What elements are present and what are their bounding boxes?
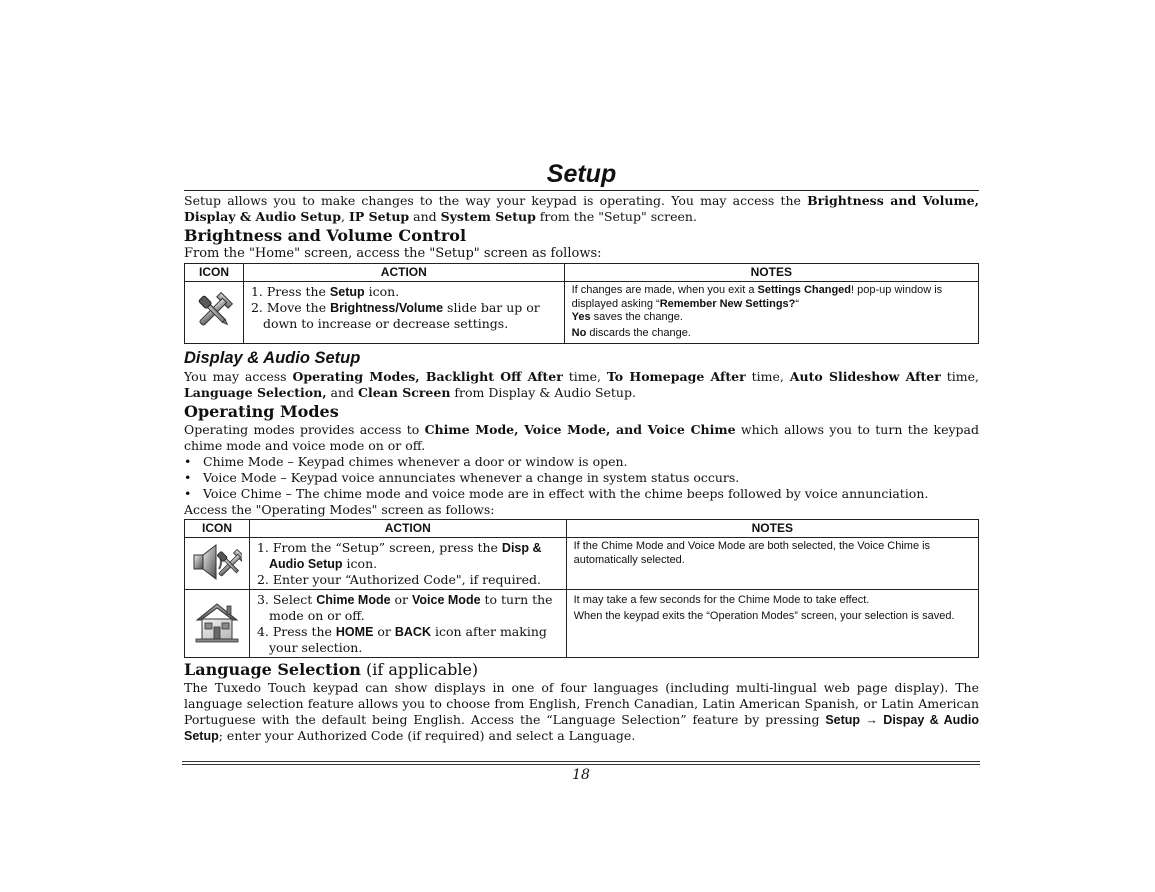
step-bold: Chime Mode	[316, 593, 391, 607]
note-line: If the Chime Mode and Voice Mode are both selected, the Voice Chime is automatically selected.	[573, 540, 931, 566]
para-bold: Chime Mode, Voice Mode, and Voice Chime	[424, 422, 736, 437]
icon-cell	[185, 282, 244, 344]
header-action: ACTION	[249, 520, 566, 538]
para-text: time,	[940, 369, 980, 384]
header-action: ACTION	[243, 264, 564, 282]
para-text: You may access	[184, 369, 293, 384]
page-number: 18	[572, 767, 590, 783]
intro-text: Setup allows you to make changes to the way your keypad is operating. You may access the	[184, 193, 808, 208]
list-item	[184, 470, 979, 486]
note-bold: Remember New Settings?	[659, 297, 796, 310]
step-bold: Disp & Audio Setup	[268, 541, 542, 571]
para-text: time,	[745, 369, 790, 384]
language-heading	[184, 660, 979, 680]
intro-bold: IP Setup	[348, 209, 410, 224]
step-text: to turn the mode on or off.	[268, 592, 553, 623]
para-text: ; enter your Authorized Code (if required) and select a Language.	[218, 728, 636, 743]
note-text: “	[795, 297, 800, 310]
notes-cell	[566, 590, 978, 658]
step-bold: Voice Mode	[412, 593, 481, 607]
note-text: saves the change.	[590, 311, 683, 323]
icon-cell	[185, 590, 250, 658]
para-bold: Clean Screen	[358, 385, 451, 400]
para-bold: Operating Modes, Backlight Off After	[292, 369, 563, 384]
header-notes: NOTES	[564, 264, 978, 282]
step-text: 1. From the “Setup” screen, press the	[256, 540, 502, 555]
language-paragraph	[184, 680, 979, 744]
para-text: and	[326, 385, 358, 400]
icon-cell	[185, 538, 250, 590]
page-content	[184, 156, 979, 744]
table-row	[185, 282, 979, 344]
notes-cell	[564, 282, 978, 344]
action-step	[257, 540, 560, 572]
para-text: Operating modes provides access to	[184, 422, 425, 437]
step-text: icon.	[342, 556, 378, 571]
step-text: 2. Move the	[250, 300, 331, 315]
note-line	[572, 327, 971, 341]
intro-text: from the "Setup" screen.	[535, 209, 697, 224]
brightness-lead: From the "Home" screen, access the "Setup" screen as follows:	[184, 246, 602, 261]
list-item	[184, 454, 979, 470]
bullet-icon: •	[184, 486, 192, 501]
note-bold: Settings Changed	[757, 284, 852, 296]
display-audio-paragraph	[184, 369, 979, 401]
footer-rule	[182, 761, 980, 762]
step-text: 3. Select	[256, 592, 317, 607]
note-line: It may take a few seconds for the Chime Mode to take effect.	[573, 594, 870, 606]
brightness-table	[184, 263, 979, 344]
bullet-text: Voice Mode – Keypad voice annunciates whenever a change in system status occurs.	[203, 470, 740, 485]
list-item	[184, 486, 979, 502]
tools-icon	[193, 289, 235, 333]
step-bold: HOME	[335, 625, 374, 639]
note-line	[572, 284, 971, 311]
operating-modes-table	[184, 519, 979, 658]
speaker-tools-icon	[192, 541, 242, 583]
header-notes: NOTES	[566, 520, 978, 538]
note-text: discards the change.	[586, 326, 691, 339]
step-text: or	[390, 592, 412, 607]
table-row	[185, 590, 979, 658]
step-bold: BACK	[394, 625, 431, 639]
para-text: which allows you to turn the keypad chime mode and voice mode on or off.	[184, 422, 979, 453]
para-text: The Tuxedo Touch keypad can show displays in one of four languages (including multi-lingual web page display). The language selection feature allows you to choose from English, French Canadian, Latin American Spanish, or Latin American Portuguese with the default being English. Access the “Language Selection” feature by pressing	[184, 680, 979, 727]
heading-bold: Language Selection	[184, 660, 361, 679]
intro-bold: System Setup	[440, 209, 536, 224]
intro-paragraph	[184, 193, 979, 225]
modes-bullet-list	[184, 454, 979, 502]
step-text: slide bar up or down to increase or decrease settings.	[262, 300, 540, 331]
note-text: ! pop-up window is displayed asking “	[571, 284, 943, 310]
para-text: from Display & Audio Setup.	[450, 385, 636, 400]
bullet-text: Chime Mode – Keypad chimes whenever a door or window is open.	[203, 454, 628, 469]
step-text: 4. Press the	[256, 624, 336, 639]
intro-text: and	[409, 209, 441, 224]
note-bold: No	[571, 326, 587, 339]
header-icon: ICON	[185, 520, 250, 538]
operating-modes-heading: Operating Modes	[184, 402, 339, 421]
bullet-icon: •	[184, 470, 192, 485]
home-icon	[194, 600, 240, 644]
heading-normal: (if applicable)	[360, 660, 479, 679]
bullet-text: Voice Chime – The chime mode and voice mode are in effect with the chime beeps followed by voice annunciation.	[203, 486, 929, 501]
para-bold: Auto Slideshow After	[789, 369, 941, 384]
action-step	[257, 592, 560, 624]
step-text: or	[373, 624, 395, 639]
display-audio-heading: Display & Audio Setup	[184, 349, 361, 367]
step-text: icon after making your selection.	[268, 624, 547, 655]
action-step	[251, 284, 558, 300]
note-bold: Yes	[571, 311, 591, 323]
note-line: When the keypad exits the “Operation Modes” screen, your selection is saved.	[573, 609, 955, 622]
action-cell	[243, 282, 564, 344]
table-row	[185, 538, 979, 590]
step-text: 1. Press the	[250, 284, 330, 299]
operating-modes-paragraph	[184, 422, 979, 454]
bullet-icon: •	[184, 454, 192, 469]
step-bold: Brightness/Volume	[330, 301, 444, 315]
intro-bold: Brightness and Volume, Display & Audio Setup	[184, 193, 979, 224]
action-cell	[249, 590, 566, 658]
brightness-heading: Brightness and Volume Control	[184, 226, 467, 245]
action-step	[251, 300, 558, 332]
para-text: time,	[562, 369, 607, 384]
para-bold: Language Selection,	[184, 385, 327, 400]
action-step	[257, 624, 560, 656]
table-header-row	[185, 264, 979, 282]
action-cell	[249, 538, 566, 590]
para-bold: To Homepage After	[606, 369, 746, 384]
para-bold: Setup → Dispay & Audio Setup	[184, 713, 979, 743]
operating-modes-lead: Access the "Operating Modes" screen as follows:	[184, 502, 495, 517]
header-icon: ICON	[185, 264, 244, 282]
table-header-row	[185, 520, 979, 538]
page-title: Setup	[184, 156, 979, 191]
action-step: 2. Enter your “Authorized Code", if required.	[256, 572, 541, 587]
footer-rule	[182, 764, 980, 765]
intro-text: ,	[341, 209, 349, 224]
notes-cell	[566, 538, 978, 590]
note-line	[572, 311, 971, 325]
step-bold: Setup	[329, 285, 365, 299]
step-text: icon.	[364, 284, 400, 299]
note-text: If changes are made, when you exit a	[571, 284, 758, 296]
